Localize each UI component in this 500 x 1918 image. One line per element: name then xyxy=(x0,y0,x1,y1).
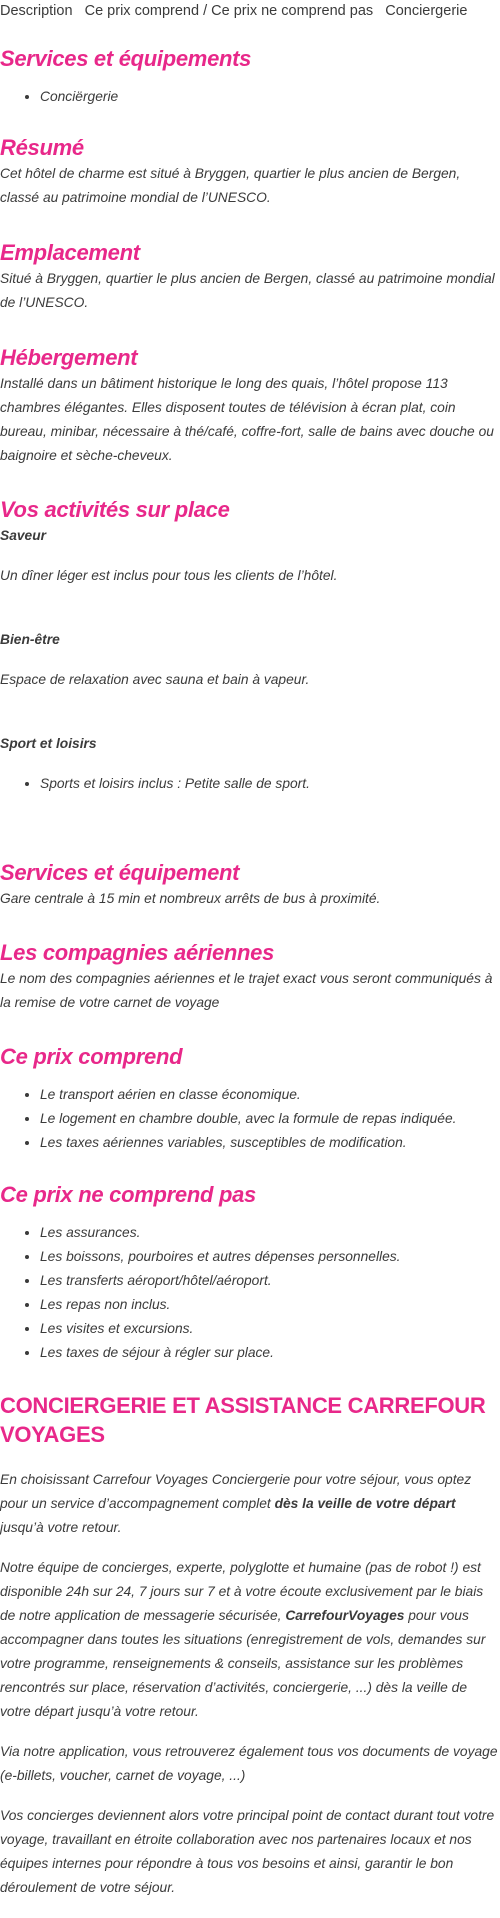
list-item: • Les visites et excursions. xyxy=(40,1317,500,1341)
hebergement-text: Installé dans un bâtiment historique le long des quais, l’hôtel propose 113 chambres élégantes. Elles disposent toutes de télévision à écran plat, coin bureau, minibar, nécessaire à thé/café, coffre-fort, salle de bains avec douche ou baignoire et sèche-cheveux. xyxy=(0,376,494,463)
section-title: Les compagnies aériennes xyxy=(0,940,275,965)
section-services-equipement xyxy=(0,859,500,911)
emplacement-text: Situé à Bryggen, quartier le plus ancien de Bergen, classé au patrimoine mondial de l’UNESCO. xyxy=(0,271,495,310)
section-title: Emplacement xyxy=(0,240,140,265)
list-item: • Le transport aérien en classe économique. xyxy=(40,1083,500,1107)
compagnies-text: Le nom des compagnies aériennes et le trajet exact vous seront communiqués à la remise de votre carnet de voyage xyxy=(0,971,493,1010)
text-span: En choisissant Carrefour Voyages Conciergerie pour votre séjour, vous optez pour un service d’accompagnement complet xyxy=(0,1472,472,1511)
section-emplacement xyxy=(0,239,500,315)
section-services-equipements xyxy=(0,45,500,109)
list-item: • Conciërgerie xyxy=(40,85,500,109)
saveur-text: Un dîner léger est inclus pour tous les clients de l’hôtel. xyxy=(0,568,338,583)
text-span: pour vous accompagner dans toutes les situations (enregistrement de vols, demandes sur votre programme, renseignements & conseils, assistance sur les problèmes rencontrés sur place, réservation d’activités, conciergerie, ...) dès la veille de votre départ jusqu’à votre retour. xyxy=(0,1608,486,1719)
list-item: • Sports et loisirs inclus : Petite salle de sport. xyxy=(40,772,500,796)
text-span: Notre équipe de concierges, experte, polyglotte et humaine (pas de robot !) est disponible 24h sur 24, 7 jours sur 7 et à votre écoute exclusivement par le biais de notre application de messagerie sécurisée, xyxy=(0,1560,484,1623)
bienetre-label: Bien-être xyxy=(0,632,60,647)
list-item: • Les taxes aériennes variables, susceptibles de modification. xyxy=(40,1131,500,1155)
list-item: • Les transferts aéroport/hôtel/aéroport. xyxy=(40,1269,500,1293)
section-conciergerie xyxy=(0,1391,500,1900)
sport-label: Sport et loisirs xyxy=(0,736,97,751)
resume-text: Cet hôtel de charme est situé à Bryggen, quartier le plus ancien de Bergen, classé au patrimoine mondial de l’UNESCO. xyxy=(0,166,461,205)
section-title: Services et équipements xyxy=(0,46,252,71)
section-compagnies xyxy=(0,939,500,1015)
section-title: Vos activités sur place xyxy=(0,497,230,522)
section-prix-comprend xyxy=(0,1043,500,1155)
sport-list xyxy=(0,772,500,796)
saveur-label: Saveur xyxy=(0,528,47,543)
list-item: • Les repas non inclus. xyxy=(40,1293,500,1317)
conciergerie-paragraph-3: Via notre application, vous retrouverez également tous vos documents de voyage (e-billets, voucher, carnet de voyage, ...) xyxy=(0,1744,498,1783)
conciergerie-paragraph-1 xyxy=(0,1468,500,1540)
services-list xyxy=(0,85,500,109)
section-title: Ce prix ne comprend pas xyxy=(0,1182,256,1207)
conciergerie-paragraph-2 xyxy=(0,1556,500,1724)
section-title: Hébergement xyxy=(0,345,138,370)
list-item: • Les boissons, pourboires et autres dépenses personnelles. xyxy=(40,1245,500,1269)
services-equipement-text: Gare centrale à 15 min et nombreux arrêts de bus à proximité. xyxy=(0,891,381,906)
text-strong: dès la veille de votre départ xyxy=(274,1496,456,1511)
section-title: Services et équipement xyxy=(0,860,240,885)
section-title: Résumé xyxy=(0,135,84,160)
section-prix-ne-comprend xyxy=(0,1181,500,1365)
bienetre-text: Espace de relaxation avec sauna et bain à vapeur. xyxy=(0,672,310,687)
section-title: Ce prix comprend xyxy=(0,1044,183,1069)
prix-comprend-list xyxy=(0,1083,500,1155)
section-title: CONCIERGERIE ET ASSISTANCE CARREFOUR VOYAGES xyxy=(0,1393,486,1447)
section-hebergement xyxy=(0,344,500,468)
section-activites xyxy=(0,496,500,796)
list-item: • Les assurances. xyxy=(40,1221,500,1245)
list-item: • Le logement en chambre double, avec la formule de repas indiquée. xyxy=(40,1107,500,1131)
section-resume xyxy=(0,134,500,210)
text-span: jusqu’à votre retour. xyxy=(0,1520,122,1535)
breadcrumb[interactable]: Description Ce prix comprend / Ce prix ne comprend pas Conciergerie xyxy=(0,3,468,19)
prix-ne-comprend-list xyxy=(0,1221,500,1365)
list-item: • Les taxes de séjour à régler sur place. xyxy=(40,1341,500,1365)
conciergerie-paragraph-4: Vos concierges deviennent alors votre principal point de contact durant tout votre voyage, travaillant en étroite collaboration avec nos partenaires locaux et nos équipes internes pour répondre à tous vos besoins et ainsi, garantir le bon déroulement de votre séjour. xyxy=(0,1808,495,1895)
text-strong: CarrefourVoyages xyxy=(285,1608,405,1623)
